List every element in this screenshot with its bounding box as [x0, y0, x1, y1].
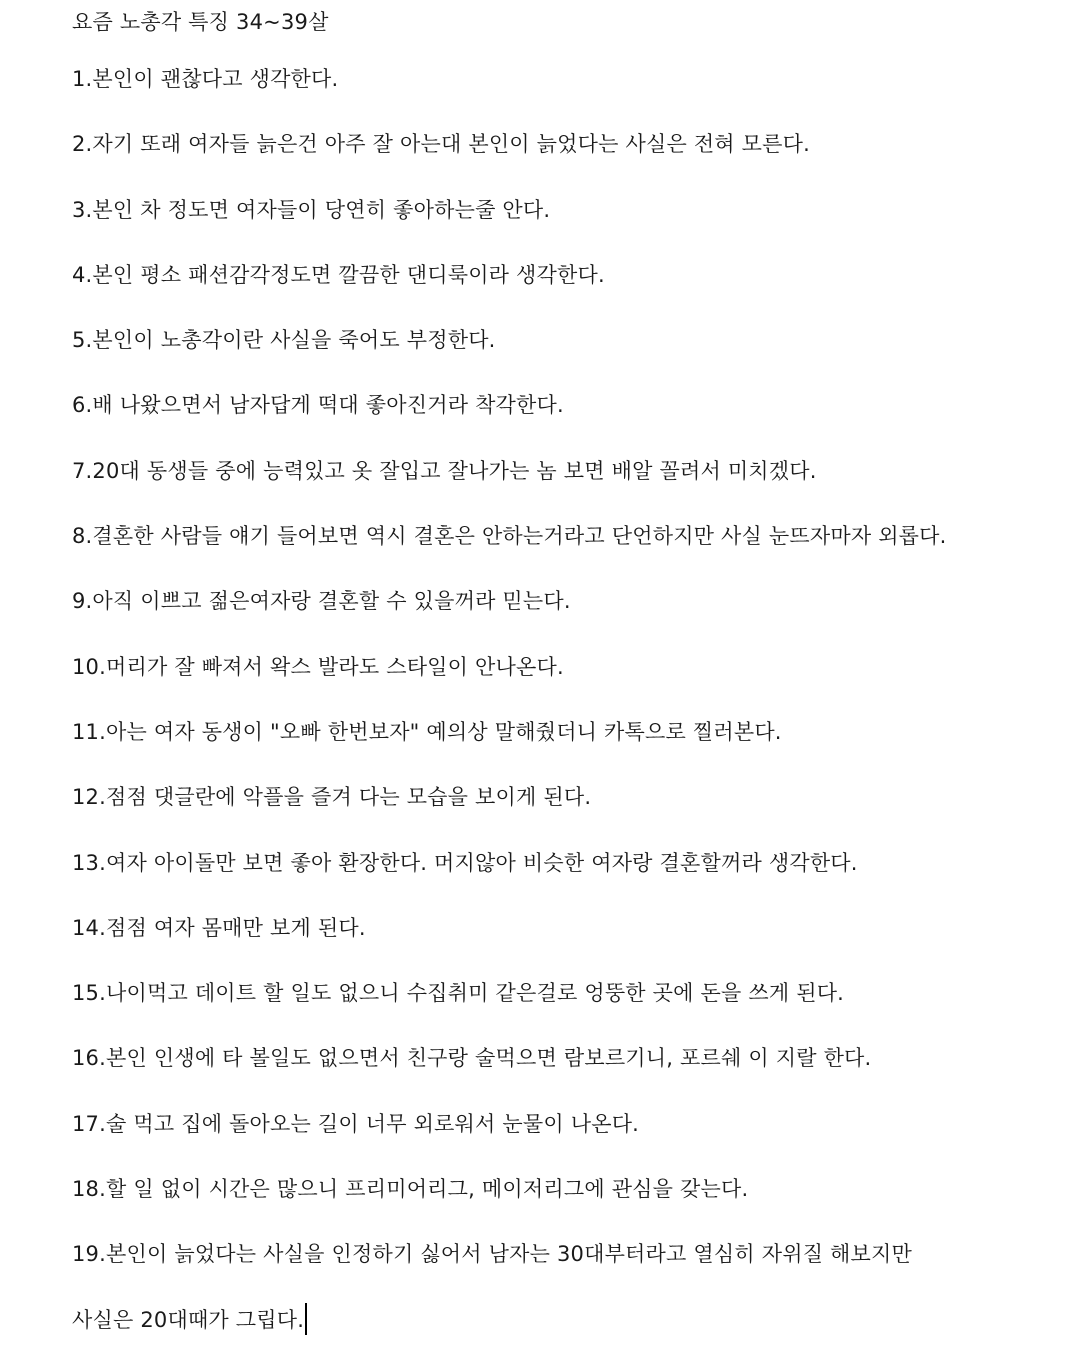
list-item-7: 7.20대 동생들 중에 능력있고 옷 잘입고 잘나가는 놈 보면 배알 꼴려서 미치겠다. [72, 458, 817, 483]
list-item-13: 13.여자 아이돌만 보면 좋아 환장한다. 머지않아 비슷한 여자랑 결혼할꺼라 생각한다. [72, 850, 858, 875]
list-item-14: 14.점점 여자 몸매만 보게 된다. [72, 915, 366, 940]
list-item-5: 5.본인이 노총각이란 사실을 죽어도 부정한다. [72, 328, 496, 353]
list-item-4: 4.본인 평소 패션감각정도면 깔끔한 댄디룩이라 생각한다. [72, 262, 605, 287]
list-item-16: 16.본인 인생에 타 볼일도 없으면서 친구랑 술먹으면 람보르기니, 포르쉐 이 지랄 한다. [72, 1046, 872, 1071]
list-item-8: 8.결혼한 사람들 얘기 들어보면 역시 결혼은 안하는거라고 단언하지만 사실 눈뜨자마자 외롭다. [72, 524, 947, 549]
list-item-17: 17.술 먹고 집에 돌아오는 길이 너무 외로워서 눈물이 나온다. [72, 1111, 640, 1136]
document-body[interactable] [72, 0, 1062, 1363]
list-item-1: 1.본인이 괜찮다고 생각한다. [72, 67, 339, 91]
list-item-2: 2.자기 또래 여자들 늙은건 아주 잘 아는대 본인이 늙었다는 사실은 전혀 모른다. [72, 132, 811, 157]
list-item-19-continued-text: 사실은 20대때가 그립다. [72, 1307, 305, 1332]
document-title: 요즘 노총각 특징 34~39살 [72, 10, 329, 34]
list-item-19-continued [72, 1298, 1062, 1363]
list-item-12: 12.점점 댓글란에 악플을 즐겨 다는 모습을 보이게 된다. [72, 785, 592, 810]
text-cursor [305, 1303, 307, 1335]
list-item-11: 11.아는 여자 동생이 "오빠 한번보자" 예의상 말해줬더니 카톡으로 찔러본다. [72, 719, 782, 744]
list-item-10: 10.머리가 잘 빠져서 왁스 발라도 스타일이 안나온다. [72, 654, 564, 679]
list-item-6: 6.배 나왔으면서 남자답게 떡대 좋아진거라 착각한다. [72, 393, 564, 418]
list-item-9: 9.아직 이쁘고 젊은여자랑 결혼할 수 있을꺼라 믿는다. [72, 589, 571, 614]
list-item-19: 19.본인이 늙었다는 사실을 인정하기 싫어서 남자는 30대부터라고 열심히 자위질 해보지만 [72, 1242, 913, 1267]
list-item-18: 18.할 일 없이 시간은 많으니 프리미어리그, 메이저리그에 관심을 갖는다. [72, 1177, 749, 1202]
list-item-3: 3.본인 차 정도면 여자들이 당연히 좋아하는줄 안다. [72, 197, 551, 222]
list-item-15: 15.나이먹고 데이트 할 일도 없으니 수집취미 같은걸로 엉뚱한 곳에 돈을 쓰게 된다. [72, 981, 845, 1006]
